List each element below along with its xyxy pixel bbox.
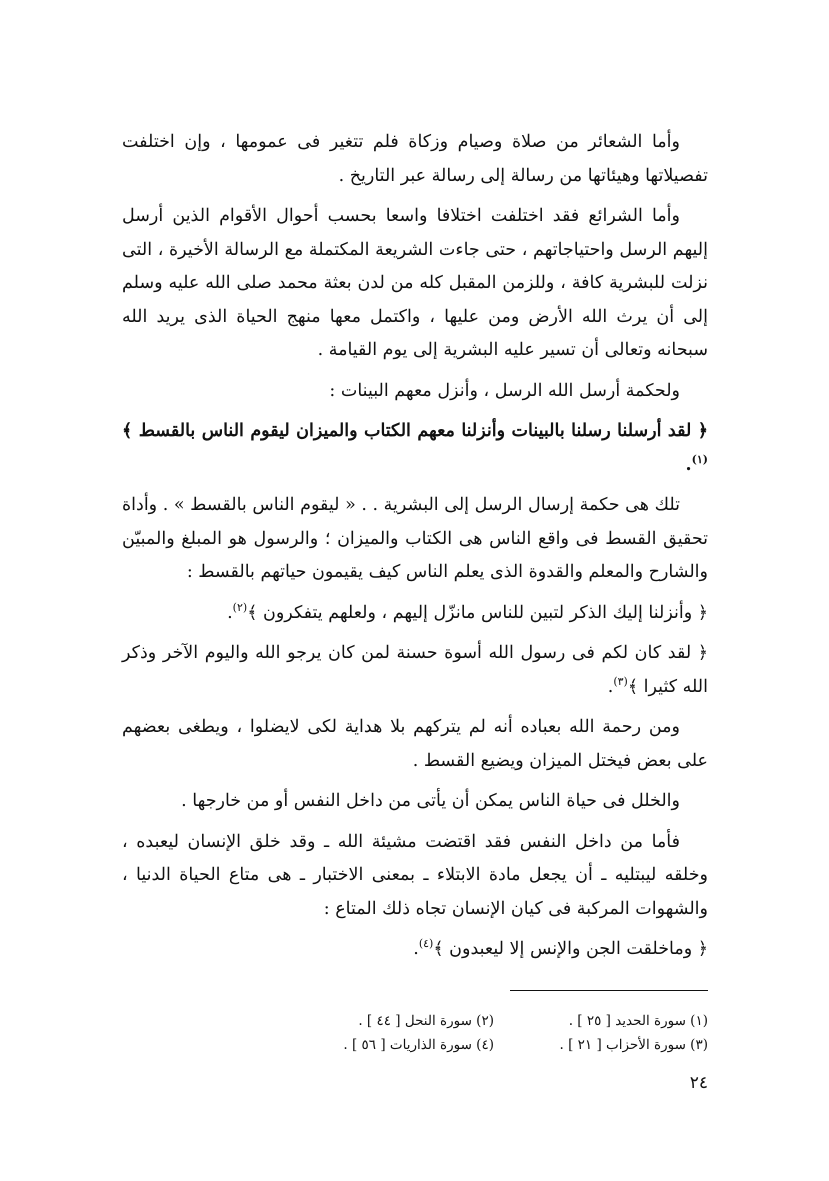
- page-number: ٢٤: [689, 1073, 708, 1093]
- paragraph: وأما الشرائع فقد اختلفت اختلافا واسعا بحسب أحوال الأقوام الذين أرسل إليهم الرسل واحتياجاتهم ، حتى جاءت الشريعة المكتملة مع الرسالة الأخيرة ، التى نزلت للبشرية كافة ، وللزمن المقبل كله من لدن بعثة محمد صلى الله عليه وسلم إلى أن يرث الله الأرض ومن عليها ، واكتمل معها منهج الحياة الذى يريد الله سبحانه وتعالى أن تسير عليه البشرية إلى يوم القيامة .: [122, 206, 708, 360]
- footnote-ref: (٤): [418, 937, 434, 951]
- quran-verse: ﴿ لقد أرسلنا رسلنا بالبينات وأنزلنا معهم الكتاب والميزان ليقوم الناس بالقسط ﴾$^{(١)}$.: [122, 421, 708, 475]
- paragraph: وأما الشعائر من صلاة وصيام وزكاة فلم تتغير فى عمومها ، وإن اختلفت تفصيلاتها وهيئاتها من رسالة إلى رسالة عبر التاريخ .: [122, 132, 708, 186]
- footnote: (٣) سورة الأحزاب [ ٢١ ] .: [559, 1037, 708, 1053]
- footnote-divider: [510, 990, 708, 991]
- body-text: [122, 126, 708, 974]
- footnotes: [300, 1012, 708, 1054]
- footnote: (٤) سورة الذاريات [ ٥٦ ] .: [343, 1037, 494, 1053]
- paragraph: ومن رحمة الله بعباده أنه لم يتركهم بلا هداية لكى لايضلوا ، ويطغى بعضهم على بعض فيختل الميزان ويضيع القسط .: [122, 717, 708, 771]
- quran-verse: ﴿ وماخلقت الجن والإنس إلا ليعبدون ﴾$^{(٤)}$.: [413, 937, 708, 959]
- footnote-ref: (٢): [232, 600, 248, 614]
- footnote-ref: (٣): [613, 674, 628, 688]
- quran-verse: ﴿ لقد كان لكم فى رسول الله أسوة حسنة لمن كان يرجو الله واليوم الآخر وذكر الله كثيرا ﴾$^{(٣)}$.: [122, 643, 708, 697]
- footnote: (١) سورة الحديد [ ٢٥ ] .: [568, 1013, 708, 1029]
- footnote-ref: (١): [691, 452, 708, 466]
- quran-verse: ﴿ وأنزلنا إليك الذكر لتبين للناس مانزّل إليهم ، ولعلهم يتفكرون ﴾$^{(٢)}$.: [227, 600, 708, 623]
- footnote: (٢) سورة النحل [ ٤٤ ] .: [358, 1013, 494, 1029]
- paragraph: فأما من داخل النفس فقد اقتضت مشيئة الله ـ وقد خلق الإنسان ليعبده ، وخلقه ليبتليه ـ أن يجعل مادة الابتلاء ـ بمعنى الاختبار ـ هى متاع الحياة الدنيا ، والشهوات المركبة فى كيان الإنسان تجاه ذلك المتاع :: [122, 831, 708, 919]
- paragraph: تلك هى حكمة إرسال الرسل إلى البشرية . . « ليقوم الناس بالقسط » . وأداة تحقيق القسط فى واقع الناس هى الكتاب والميزان ؛ والرسول هو المبلغ والمبيّن والشارح والمعلم والقدوة الذى يعلم الناس كيف يقيمون حياتهم بالقسط :: [122, 495, 708, 582]
- paragraph: ولحكمة أرسل الله الرسل ، وأنزل معهم البينات :: [329, 380, 680, 401]
- paragraph: والخلل فى حياة الناس يمكن أن يأتى من داخل النفس أو من خارجها .: [181, 791, 680, 811]
